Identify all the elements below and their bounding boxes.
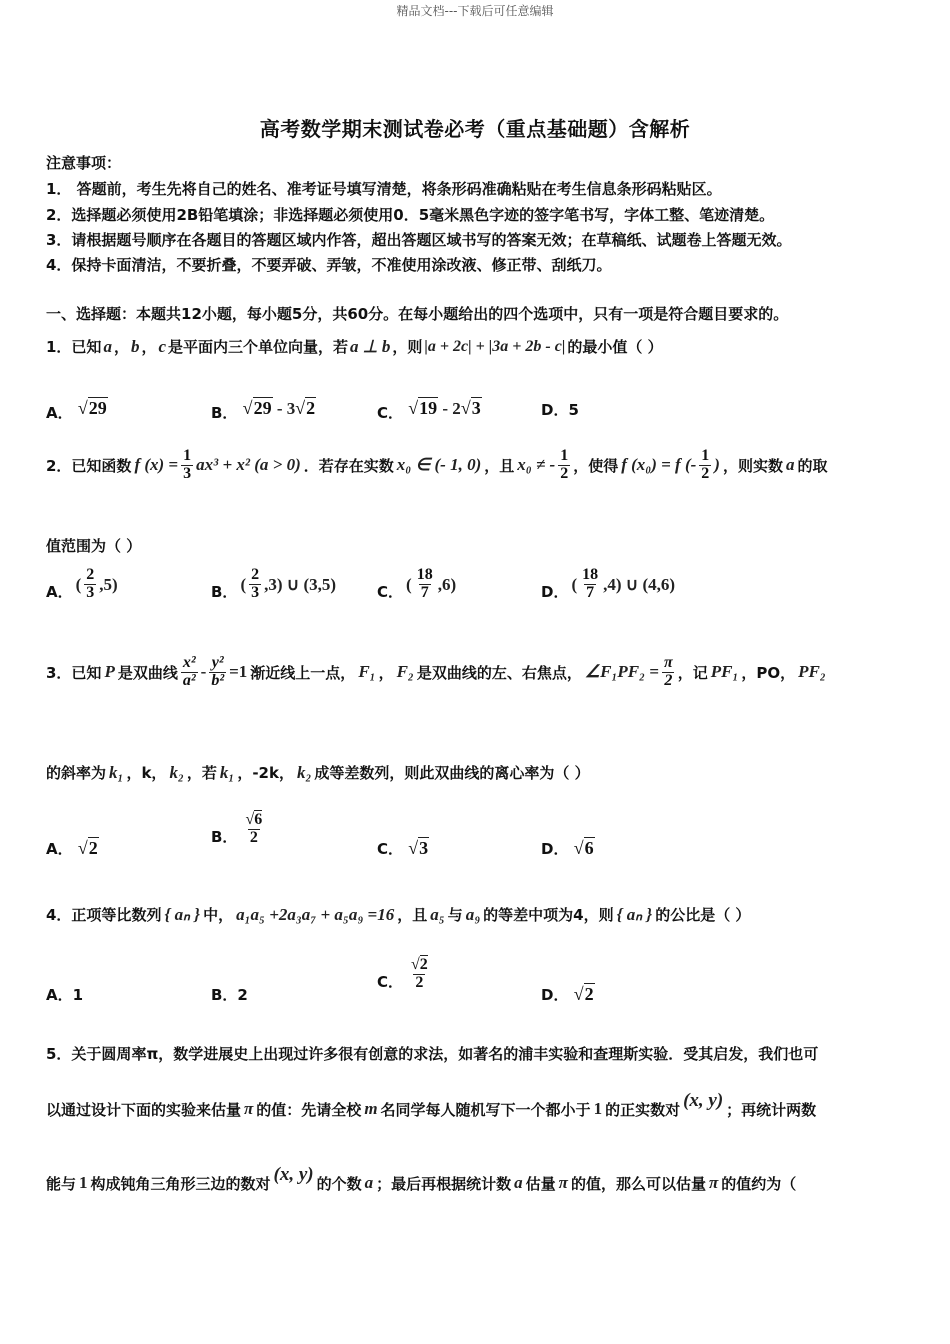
notice-heading: 注意事项： [46, 154, 122, 172]
q1-option-a [46, 398, 108, 423]
q3-k2-b: k₂ [296, 762, 312, 782]
question-3-line-2 [46, 762, 590, 783]
q3-l2-text-3: ，若 [186, 764, 217, 782]
q5-l2-text-3: 名同学每人随机写下一个都小于 [380, 1100, 591, 1119]
q2-eq-right: ) [714, 455, 720, 475]
q2-option-b [211, 567, 336, 602]
section-heading: 一、选择题：本题共12小题，每小题5分，共60分。在每小题给出的四个选项中，只有一项是符合题目要求的。 [46, 305, 789, 323]
q3-l2-text-1: 的斜率为 [46, 764, 107, 782]
q2-option-a-num: 2 [86, 566, 95, 584]
q5-l3-text-6: 的值，那么可以估量 [570, 1174, 706, 1193]
q3-pf1: PF₁ [710, 662, 739, 682]
q4-option-c-label: C． [377, 973, 404, 991]
q1-option-a-label: A． [46, 404, 73, 422]
q5-l2-text-5: ；再统计两数 [726, 1100, 817, 1119]
q2-option-c-num: 18 [416, 566, 433, 584]
q2-eq-num: 1 [701, 447, 710, 464]
q1-option-b [211, 398, 316, 423]
q2-option-d [541, 567, 675, 602]
q3-po: ，PO， [741, 663, 796, 682]
q3-option-a-label: A． [46, 840, 73, 858]
q3-text-5: ，记 [677, 663, 708, 682]
q5-l2-text-4: 的正实数对 [605, 1100, 681, 1119]
q2-option-d-fraction [580, 567, 600, 602]
q2-option-b-fraction [249, 567, 261, 602]
q4-text-2: 中， [203, 906, 234, 924]
q1-option-c-value-2: 3 [471, 398, 481, 418]
q3-k1-b: k₁ [219, 762, 235, 782]
q3-option-b [211, 812, 264, 847]
q2-option-b-label: B． [211, 583, 238, 601]
q1-option-c [377, 398, 482, 423]
q3-angle: ∠F₁PF₂ = [584, 662, 659, 682]
q5-a-2: a [514, 1173, 523, 1192]
q3-hyp-x-fraction [181, 655, 198, 690]
question-1 [46, 336, 663, 357]
q3-option-b-den: 2 [249, 829, 258, 846]
q2-half-num: 1 [560, 447, 569, 464]
q5-l3-text-3: 的个数 [316, 1174, 362, 1193]
q2-option-c [377, 567, 456, 602]
question-4 [46, 904, 750, 925]
q2-option-c-label: C． [377, 583, 404, 601]
q2-option-d-rest: ,4) ∪ (4,6) [603, 574, 676, 594]
q4-text-5: 的等差中项为4，则 [483, 906, 614, 924]
q3-k2: k₂ [169, 762, 184, 782]
q1-option-c-sqrt: √19 - 2√3 [408, 398, 481, 418]
q3-option-c-label: C． [377, 840, 404, 858]
q1-text-4: 的最小值（ ） [567, 338, 663, 356]
q3-angle-fraction [662, 655, 675, 690]
q4-text-4: 与 [447, 906, 463, 924]
q4-option-b: B．2 [211, 986, 248, 1004]
q2-option-b-lparen: ( [240, 574, 247, 594]
q3-option-c [377, 838, 429, 859]
q3-angle-num: π [663, 654, 673, 671]
q2-x0-ne: x₀ ≠ - [517, 455, 556, 475]
q2-half-fraction [558, 448, 570, 483]
q4-sequence-2: { aₙ } [616, 904, 653, 924]
q2-option-b-rest: ,3) ∪ (3,5) [264, 574, 337, 594]
q1-option-b-label: B． [211, 404, 238, 422]
q1-sep-1: ， [113, 338, 129, 356]
q3-hyp-x-num: x² [182, 654, 196, 671]
q3-option-b-num-radicand: 6 [254, 811, 263, 829]
q2-x0-range: x₀ ∈ (- 1, 0) [396, 455, 482, 475]
q3-hyp-y-den: b² [211, 671, 225, 689]
q4-a5: a₅ [430, 904, 445, 924]
q3-text-2: 是双曲线 [117, 663, 178, 682]
q2-func-num: 1 [183, 447, 192, 464]
q4-option-c-num-radicand: 2 [419, 956, 428, 974]
q3-text-1: 3．已知 [46, 663, 102, 682]
q2-text-5: ，则实数 [722, 456, 783, 475]
q4-option-a: A．1 [46, 986, 84, 1004]
notice-item-1: 1． 答题前，考生先将自己的姓名、准考证号填写清楚，将条形码准确粘贴在考生信息条形码粘贴区。 [46, 180, 722, 198]
q3-f1: F₁ [358, 662, 376, 682]
q4-text-6: 的公比是（ ） [655, 906, 751, 924]
question-3 [46, 655, 826, 690]
q3-f2: F₂ [396, 662, 414, 682]
q2-text-3: ，且 [484, 456, 515, 475]
q1-option-a-sqrt: √29 [77, 398, 107, 418]
q5-line-1: 5．关于圆周率π，数学进展史上出现过许多很有创意的求法，如著名的浦丰实验和查理斯实验．受其启发，我们也可 [46, 1045, 819, 1063]
q5-m: m [364, 1099, 378, 1118]
q2-eq-fraction [699, 448, 711, 483]
q2-half-den: 2 [560, 464, 569, 482]
notice-item-4: 4．保持卡面清洁，不要折叠，不要弄破、弄皱，不准使用涂改液、修正带、刮纸刀。 [46, 256, 612, 274]
q2-eq-den: 2 [701, 464, 710, 482]
q1-option-b-mid: - 3 [272, 399, 296, 418]
q1-text-2: 是平面内三个单位向量，若 [168, 338, 349, 356]
q4-text-3: ，且 [397, 906, 428, 924]
q3-option-a [46, 838, 99, 859]
q2-option-c-lparen: ( [406, 574, 412, 594]
q5-pi-2: π [558, 1173, 568, 1192]
q3-option-d [541, 838, 595, 859]
q3-point-p: P [104, 662, 115, 682]
q4-a9: a₉ [465, 904, 481, 924]
q3-l2-text-4: ，-2k， [237, 764, 294, 782]
q3-l2-text-2: ，k， [126, 764, 167, 782]
q2-option-a-rest: ,5) [99, 574, 118, 594]
q4-expression: a₁a₅ +2a₃a₇ + a₅a₉ =16 [236, 904, 395, 924]
q2-line-2: 值范围为（ ） [46, 537, 142, 555]
q1-vec-c: c [158, 336, 167, 356]
q2-var-a: a [785, 455, 795, 475]
q2-option-c-rest: ,6) [437, 574, 457, 594]
q3-hyp-y-num: y² [211, 654, 224, 671]
q3-option-c-sqrt: √3 [408, 838, 429, 858]
page-title: 高考数学期末测试卷必考（重点基础题）含解析 [259, 117, 691, 141]
q2-text-4: ，使得 [573, 456, 619, 475]
q5-l2-text-1: 以通过设计下面的实验来估量 [46, 1100, 242, 1119]
q4-option-c [377, 957, 430, 992]
q1-option-a-value: 29 [88, 398, 107, 418]
q5-pair-2: (x, y) [273, 1164, 314, 1185]
q5-l3-text-7: 的值约为（ [721, 1174, 797, 1193]
q2-option-a-label: A． [46, 583, 73, 601]
q2-option-d-lparen: ( [571, 574, 578, 594]
q3-angle-den: 2 [664, 671, 673, 689]
q3-option-b-label: B． [211, 828, 238, 846]
q4-text-1: 4．正项等比数列 [46, 906, 162, 924]
q2-option-a [46, 567, 118, 602]
q1-condition: a ⊥ b [350, 336, 391, 356]
q2-option-b-den: 3 [251, 584, 260, 601]
q3-option-a-sqrt: √2 [77, 838, 98, 858]
q3-option-b-fraction [243, 812, 264, 847]
q3-hyp-x-den: a² [182, 671, 196, 689]
q2-option-d-num: 18 [582, 566, 599, 584]
q3-option-a-value: 2 [88, 838, 98, 858]
q5-line-3 [46, 1164, 797, 1194]
q3-option-d-value: 6 [584, 838, 594, 858]
q4-option-c-den: 2 [415, 974, 424, 991]
q4-option-d [541, 984, 595, 1005]
q1-sep-2: ， [141, 338, 157, 356]
q2-option-a-lparen: ( [75, 574, 82, 594]
q3-hyp-y-fraction [209, 655, 226, 690]
q3-hyp-minus: - [200, 662, 207, 682]
q2-option-c-fraction [415, 567, 435, 602]
q2-option-c-den: 7 [420, 584, 429, 601]
q3-k1: k₁ [109, 762, 124, 782]
q5-one-2: 1 [79, 1173, 88, 1192]
q1-vec-b: b [130, 336, 140, 356]
q2-option-b-num: 2 [251, 566, 260, 584]
q4-option-d-value: 2 [584, 984, 594, 1004]
q5-l2-text-2: 的值：先请全校 [256, 1100, 362, 1119]
q1-expression: |a + 2c| + |3a + 2b - c| [424, 337, 566, 355]
q5-pair: (x, y) [683, 1090, 724, 1111]
q3-option-c-value: 3 [419, 838, 429, 858]
q4-option-d-sqrt: √2 [573, 984, 594, 1004]
q3-l2-text-5: 成等差数列，则此双曲线的离心率为（ ） [314, 764, 590, 782]
q3-text-3: 渐近线上一点， [250, 663, 356, 682]
q1-text-3: ，则 [392, 338, 423, 356]
q3-pf2: PF₂ [798, 662, 826, 682]
page-header: 精品文档---下载后可任意编辑 [396, 4, 554, 18]
q2-option-a-fraction [84, 567, 96, 602]
q1-text-1: 1．已知 [46, 338, 102, 356]
q4-option-c-fraction [409, 957, 430, 992]
q1-option-c-label: C． [377, 404, 404, 422]
q5-l3-text-2: 构成钝角三角形三边的数对 [90, 1174, 271, 1193]
q1-vec-a: a [103, 336, 112, 356]
q2-option-a-den: 3 [86, 584, 95, 601]
q2-func-fraction [181, 448, 193, 483]
q1-option-c-mid: - 2 [438, 399, 461, 418]
q3-text-4: 是双曲线的左、右焦点， [416, 663, 582, 682]
q5-l3-text-5: 估量 [525, 1174, 556, 1193]
q3-option-d-sqrt: √6 [573, 838, 594, 858]
q2-text-2: ．若存在实数 [303, 456, 394, 475]
q5-l3-text-4: ；最后再根据统计数 [376, 1174, 512, 1193]
notice-item-2: 2．选择题必须使用2B铅笔填涂；非选择题必须使用0．5毫米黑色字迹的签字笔书写，字体工整、笔迹清楚。 [46, 206, 775, 224]
q3-hyp-eq: =1 [229, 662, 248, 682]
q1-option-b-value-2: 2 [306, 398, 316, 418]
q5-pi: π [244, 1099, 254, 1118]
q2-eq-left: f (x₀) = f (- [621, 455, 697, 475]
q5-l3-text-1: 能与 [46, 1174, 77, 1193]
question-2 [46, 448, 828, 483]
q2-text-1: 2．已知函数 [46, 456, 132, 475]
q1-option-d: D．5 [541, 401, 579, 419]
q1-option-b-value-1: 29 [253, 398, 272, 418]
q2-text-6: 的取 [797, 456, 828, 475]
q3-sep: ， [378, 663, 394, 682]
q2-func-right: ax³ + x² (a > 0) [196, 455, 301, 475]
q4-sequence: { aₙ } [164, 904, 201, 924]
q1-option-c-value-1: 19 [419, 398, 438, 418]
q1-option-b-sqrt: √29 - 3√2 [242, 398, 316, 418]
q2-option-d-label: D． [541, 583, 569, 601]
q5-a: a [364, 1173, 374, 1192]
q5-pi-3: π [708, 1173, 719, 1192]
q3-option-b-num: √6 [245, 811, 263, 829]
q5-line-2 [46, 1090, 817, 1120]
q2-option-d-den: 7 [586, 584, 595, 601]
q5-one: 1 [593, 1099, 603, 1118]
q4-option-c-num: √2 [411, 956, 428, 974]
q3-option-d-label: D． [541, 840, 569, 858]
q2-func-left: f (x) = [134, 455, 179, 475]
q4-option-d-label: D． [541, 986, 569, 1004]
notice-item-3: 3．请根据题号顺序在各题目的答题区域内作答，超出答题区域书写的答案无效；在草稿纸、试题卷上答题无效。 [46, 231, 792, 249]
q2-func-den: 3 [183, 464, 192, 482]
